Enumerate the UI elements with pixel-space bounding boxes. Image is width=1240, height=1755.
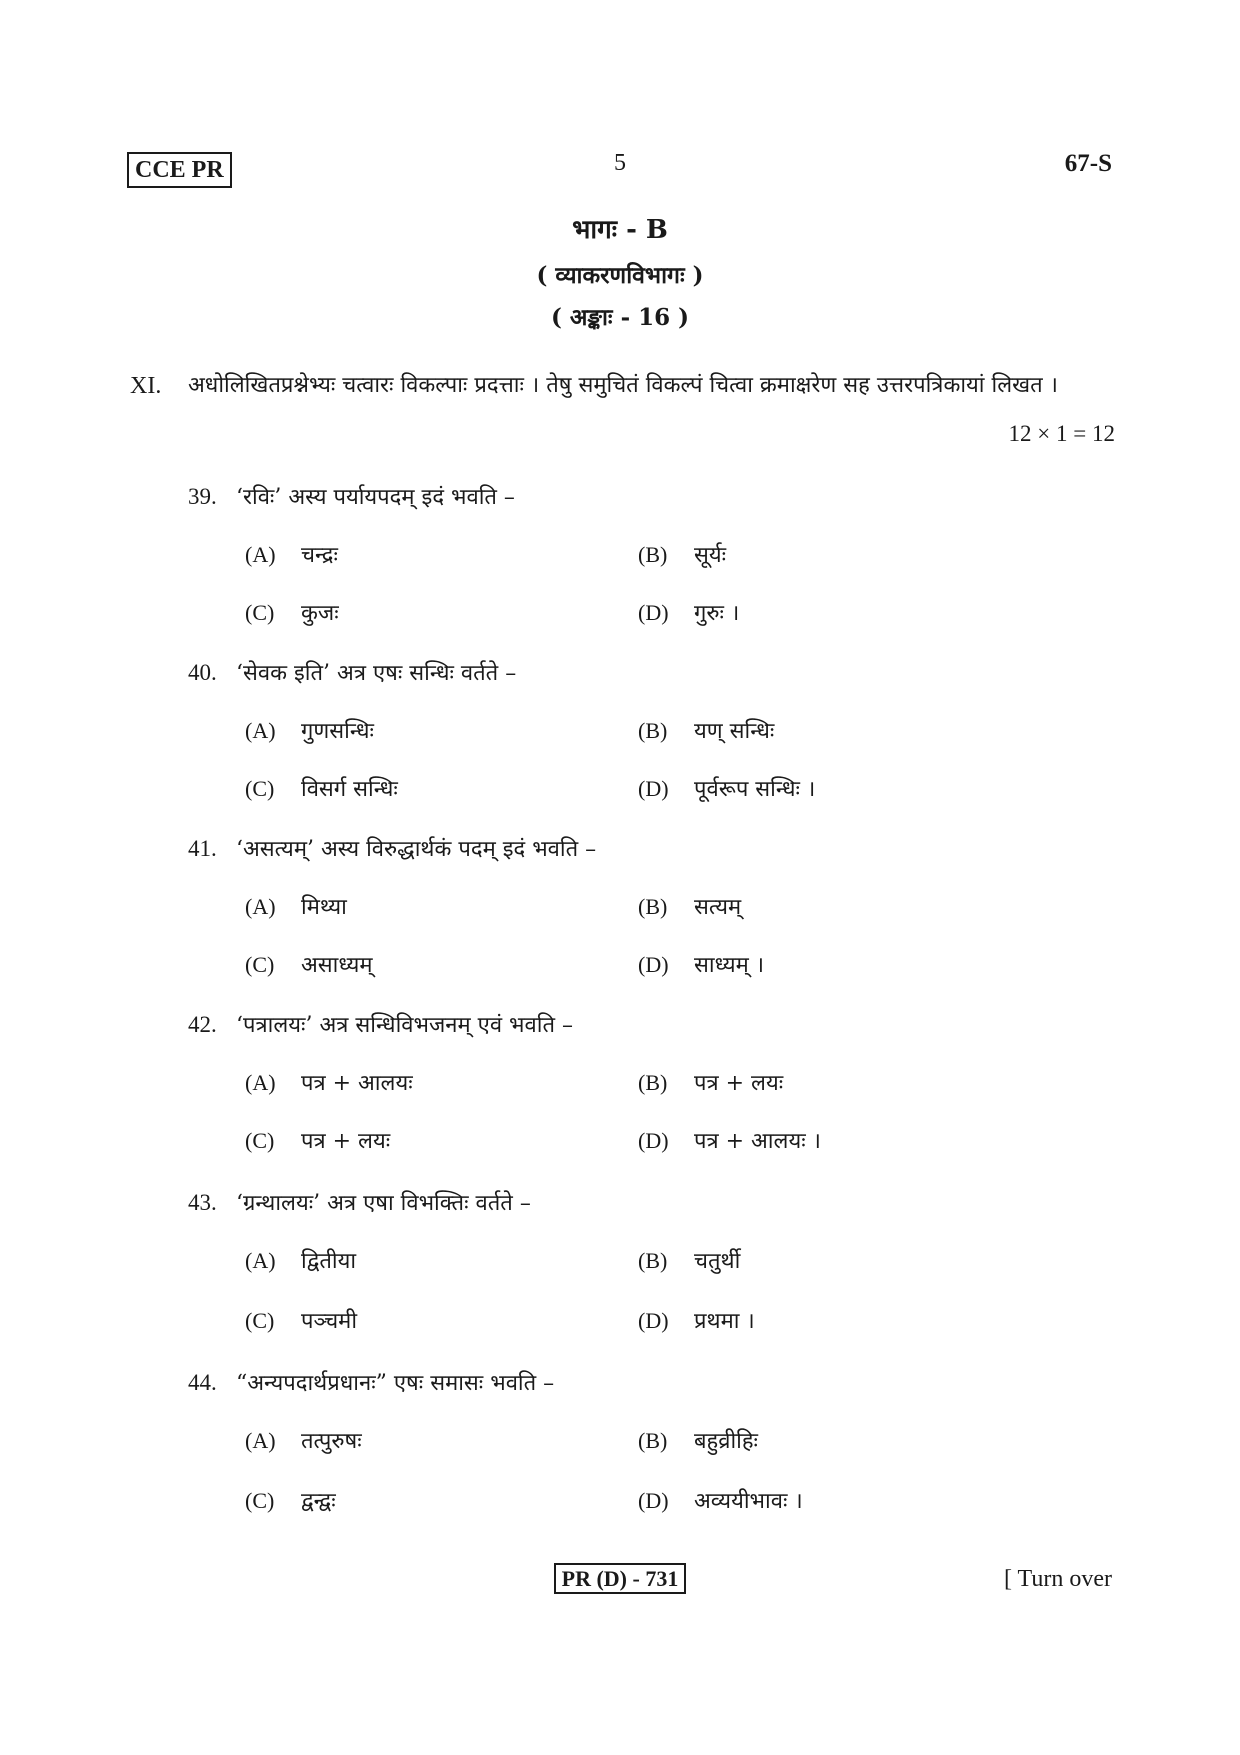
- question-44: [188, 1368, 554, 1399]
- option-d: [638, 1126, 821, 1157]
- option-text: यण् सन्धिः: [694, 719, 775, 744]
- option-label: (C): [245, 600, 275, 625]
- option-d: [638, 950, 764, 981]
- option-text: द्वन्द्वः: [301, 1489, 336, 1514]
- turn-over-note: [ Turn over: [1003, 1566, 1112, 1592]
- option-label: (D): [638, 1488, 669, 1513]
- option-label: (C): [245, 1488, 275, 1513]
- option-b: [638, 892, 741, 923]
- instruction-marks: 12 × 1 = 12: [1008, 421, 1115, 446]
- option-label: (D): [638, 1128, 669, 1153]
- option-c: [245, 1486, 336, 1517]
- question-40: [188, 658, 516, 689]
- section-marks: ( अङ्काः - 16 ): [550, 304, 690, 331]
- option-label: (D): [638, 776, 669, 801]
- option-label: (A): [245, 542, 276, 567]
- option-a: [245, 892, 347, 923]
- option-label: (A): [245, 1070, 276, 1095]
- option-label: (B): [638, 542, 668, 567]
- option-label: (A): [245, 718, 276, 743]
- option-text: मिथ्या: [301, 895, 347, 920]
- page-number: 5: [614, 150, 626, 176]
- option-text: सत्यम्: [694, 895, 742, 920]
- option-text: पूर्वरूप सन्धिः ।: [694, 777, 816, 802]
- option-label: (B): [638, 718, 668, 743]
- option-text: तत्पुरुषः: [301, 1429, 362, 1454]
- question-43: [188, 1188, 531, 1219]
- section-subtitle: ( व्याकरणविभागः ): [536, 262, 704, 289]
- option-b: [638, 1426, 758, 1457]
- option-d: [638, 598, 739, 629]
- option-text: द्वितीया: [301, 1249, 357, 1274]
- exam-code-right: 67-S: [1064, 150, 1112, 177]
- option-text: पञ्चमी: [301, 1309, 358, 1334]
- option-label: (A): [245, 1428, 276, 1453]
- option-label: (B): [638, 894, 668, 919]
- option-text: विसर्ग सन्धिः: [301, 777, 398, 802]
- option-text: चन्द्रः: [301, 543, 338, 568]
- section-title: भागः - B: [572, 215, 668, 245]
- option-c: [245, 1306, 357, 1337]
- option-a: [245, 1068, 413, 1099]
- question-number: 41.: [188, 836, 217, 861]
- option-text: बहुव्रीहिः: [694, 1429, 758, 1454]
- question-text: ‘सेवक इति’ अत्र एषः सन्धिः वर्तते –: [236, 661, 517, 686]
- exam-code-left: CCE PR: [127, 152, 232, 188]
- option-label: (A): [245, 894, 276, 919]
- option-label: (D): [638, 952, 669, 977]
- option-b: [638, 540, 726, 571]
- option-text: गुणसन्धिः: [301, 719, 374, 744]
- option-text: साध्यम् ।: [694, 953, 765, 978]
- option-text: पत्र + लयः: [694, 1071, 784, 1096]
- option-text: सूर्यः: [694, 543, 727, 568]
- option-d: [638, 1486, 803, 1517]
- option-label: (D): [638, 1308, 669, 1333]
- option-label: (D): [638, 600, 669, 625]
- option-a: [245, 540, 338, 571]
- question-number: 43.: [188, 1190, 217, 1215]
- option-label: (A): [245, 1248, 276, 1273]
- option-text: प्रथमा ।: [694, 1309, 755, 1334]
- option-text: पत्र + लयः: [301, 1129, 391, 1154]
- option-label: (C): [245, 1308, 275, 1333]
- option-c: [245, 1126, 390, 1157]
- option-label: (C): [245, 952, 275, 977]
- question-number: 40.: [188, 660, 217, 685]
- option-b: [638, 716, 774, 747]
- option-a: [245, 1246, 356, 1277]
- option-label: (B): [638, 1248, 668, 1273]
- footer-code: PR (D) - 731: [554, 1563, 687, 1594]
- option-label: (C): [245, 776, 275, 801]
- option-c: [245, 950, 373, 981]
- option-label: (B): [638, 1070, 668, 1095]
- option-b: [638, 1246, 740, 1277]
- question-number: 42.: [188, 1012, 217, 1037]
- question-text: ‘पत्रालयः’ अत्र सन्धिविभजनम् एवं भवति –: [236, 1013, 573, 1038]
- option-text: गुरुः ।: [694, 601, 740, 626]
- question-text: ‘ग्रन्थालयः’ अत्र एषा विभक्तिः वर्तते –: [236, 1191, 531, 1216]
- option-text: चतुर्थी: [694, 1249, 741, 1274]
- option-a: [245, 716, 374, 747]
- question-text: “अन्यपदार्थप्रधानः” एषः समासः भवति –: [236, 1371, 555, 1396]
- question-39: [188, 482, 515, 513]
- option-c: [245, 774, 398, 805]
- option-text: पत्र + आलयः ।: [694, 1129, 821, 1154]
- option-d: [638, 774, 815, 805]
- option-text: कुजः: [301, 601, 339, 626]
- option-d: [638, 1306, 755, 1337]
- question-text: ‘असत्यम्’ अस्य विरुद्धार्थकं पदम् इदं भवति –: [236, 837, 597, 862]
- option-a: [245, 1426, 362, 1457]
- option-label: (B): [638, 1428, 668, 1453]
- option-label: (C): [245, 1128, 275, 1153]
- instruction-number: XI.: [130, 373, 162, 399]
- option-text: अव्ययीभावः ।: [694, 1489, 803, 1514]
- option-text: असाध्यम्: [301, 953, 373, 978]
- option-text: पत्र + आलयः: [301, 1071, 413, 1096]
- instruction-text: अधोलिखितप्रश्नेभ्यः चत्वारः विकल्पाः प्रदत्ताः । तेषु समुचितं विकल्पं चित्वा क्रमाक्षरेण सह उत्तरपत्रिकायां लिखत ।: [188, 373, 1058, 398]
- question-42: [188, 1010, 573, 1041]
- option-c: [245, 598, 339, 629]
- question-text: ‘रविः’ अस्य पर्यायपदम् इदं भवति –: [236, 485, 515, 510]
- option-b: [638, 1068, 783, 1099]
- question-number: 39.: [188, 484, 217, 509]
- question-41: [188, 834, 596, 865]
- question-number: 44.: [188, 1370, 217, 1395]
